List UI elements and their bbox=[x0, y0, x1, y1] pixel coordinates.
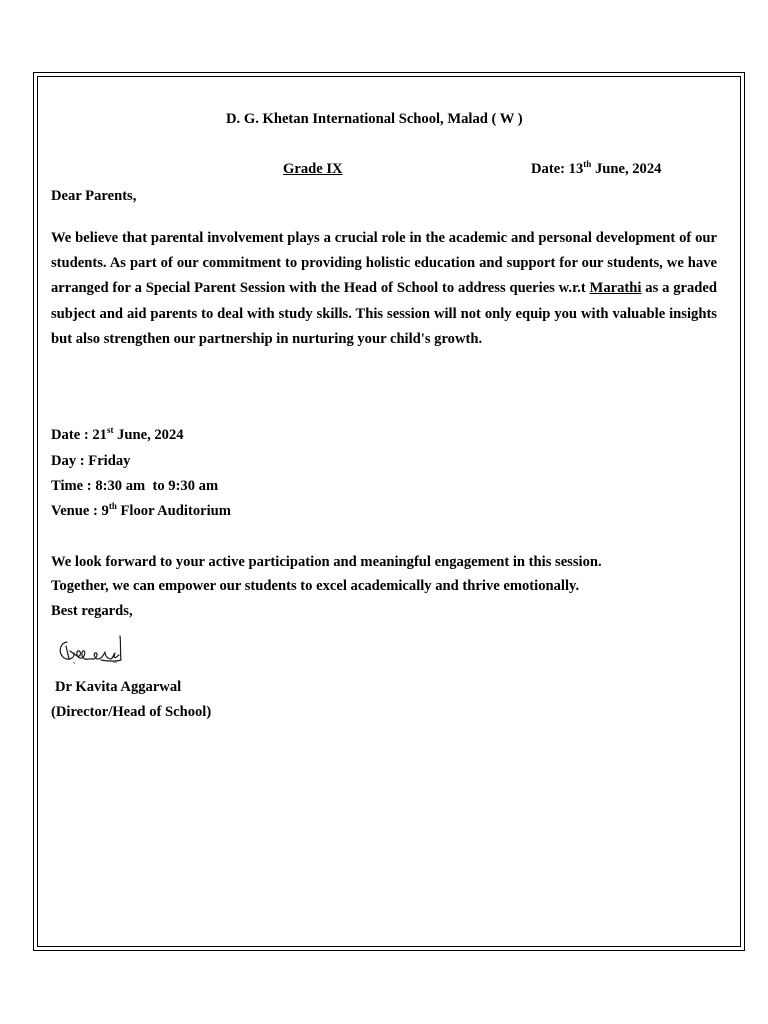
session-date: Date : 21st June, 2024 bbox=[51, 425, 184, 443]
body-paragraph: We believe that parental involvement plays a crucial role in the academic and personal development of our students. As part of our commitment to providing holistic education and support for our students, we have arranged for a Special Parent Session with the Head of School to address queries w.r.t Marathi as a graded subject and aid parents to deal with study skills. This session will not only equip you with valuable insights but also strengthen our partnership in nurturing your child's growth. bbox=[51, 230, 717, 347]
subject-name: Marathi bbox=[589, 280, 642, 297]
session-day: Day : Friday bbox=[51, 453, 131, 469]
signatory-name: Dr Kavita Aggarwal bbox=[55, 679, 182, 695]
school-name: D. G. Khetan International School, Malad ( W ) bbox=[226, 111, 523, 127]
closing-line-1: We look forward to your active participation and meaningful engagement in this session. bbox=[51, 554, 602, 570]
best-regards: Best regards, bbox=[51, 603, 133, 619]
grade-label: Grade IX bbox=[283, 161, 343, 177]
closing-line-2: Together, we can empower our students to excel academically and thrive emotionally. bbox=[51, 578, 580, 594]
session-venue: Venue : 9th Floor Auditorium bbox=[51, 501, 231, 519]
greeting: Dear Parents, bbox=[51, 188, 137, 204]
session-time: Time : 8:30 am to 9:30 am bbox=[51, 478, 219, 494]
signature-image bbox=[55, 628, 127, 668]
signatory-title: (Director/Head of School) bbox=[51, 704, 212, 720]
letter-date: Date: 13th June, 2024 bbox=[531, 159, 662, 177]
